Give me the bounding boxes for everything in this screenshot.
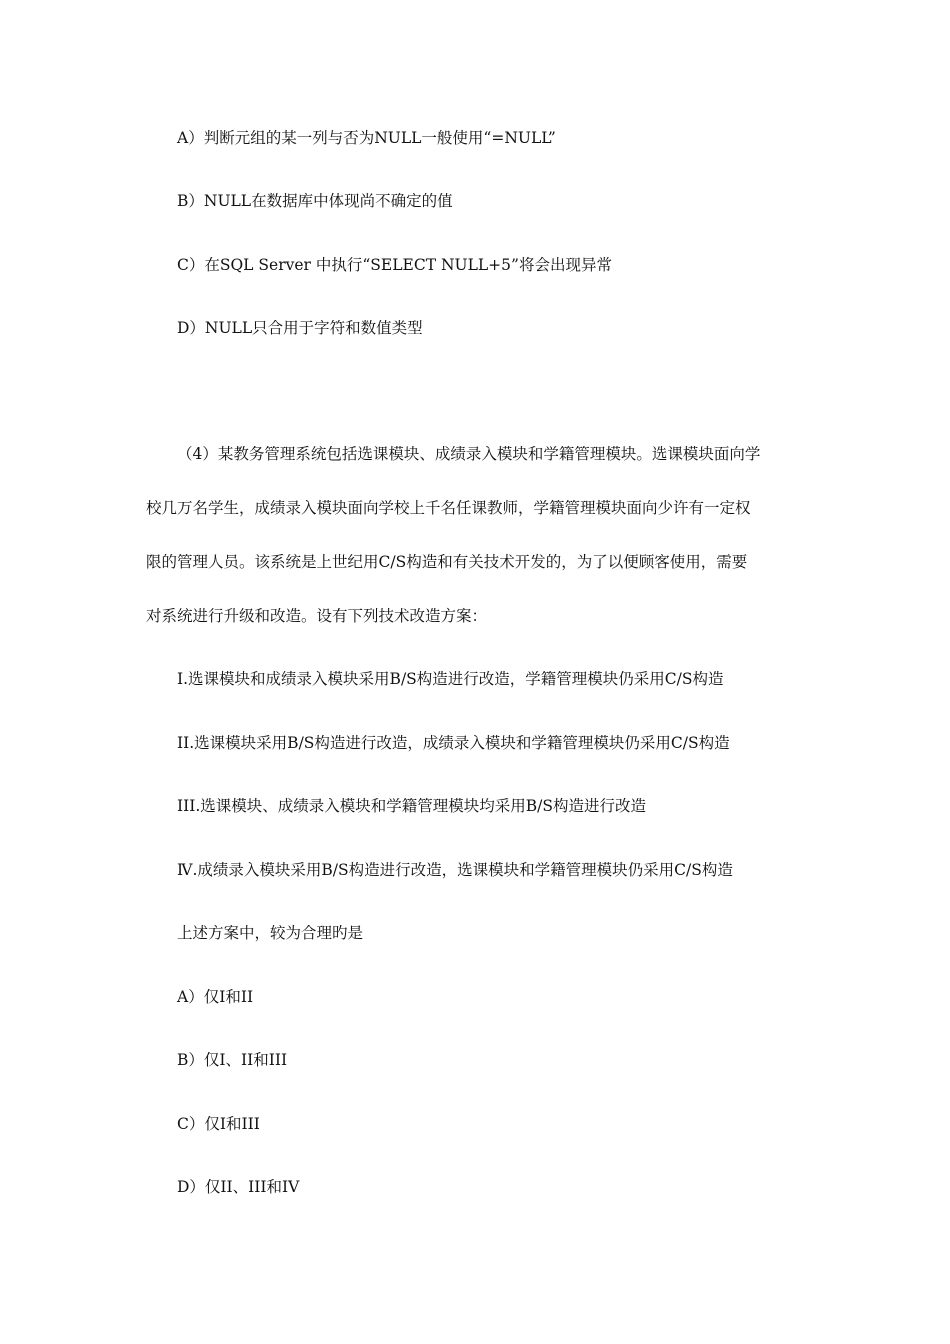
q4-scheme-1: I.选课模块和成绩录入模块采用B/S构造进行改造，学籍管理模块仍采用C/S构造 <box>177 670 724 688</box>
q3-option-a: A）判断元组的某一列与否为NULL一般使用“=NULL” <box>177 129 556 147</box>
q3-option-d: D）NULL只合用于字符和数值类型 <box>177 319 423 337</box>
q4-option-a: A）仅I和II <box>177 988 254 1006</box>
q3-option-b: B）NULL在数据库中体现尚不确定的值 <box>177 192 453 210</box>
q4-scheme-4: Ⅳ.成绩录入模块采用B/S构造进行改造，选课模块和学籍管理模块仍采用C/S构造 <box>177 861 733 879</box>
q4-stem-line-4: 对系统进行升级和改造。设有下列技术改造方案： <box>146 607 488 625</box>
q4-stem-line-3: 限的管理人员。该系统是上世纪用C/S构造和有关技术开发的，为了以便顾客使用，需要 <box>146 553 748 571</box>
q4-stem-line-2: 校几万名学生，成绩录入模块面向学校上千名任课教师，学籍管理模块面向少许有一定权 <box>146 499 751 517</box>
q4-option-b: B）仅I、II和III <box>177 1051 288 1069</box>
q4-scheme-3: III.选课模块、成绩录入模块和学籍管理模块均采用B/S构造进行改造 <box>177 797 647 815</box>
q4-scheme-2: II.选课模块采用B/S构造进行改造，成绩录入模块和学籍管理模块仍采用C/S构造 <box>177 734 730 752</box>
q4-option-d: D）仅II、III和IV <box>177 1178 300 1196</box>
q4-option-c: C）仅I和III <box>177 1115 260 1133</box>
q4-stem-line-1: （4）某教务管理系统包括选课模块、成绩录入模块和学籍管理模块。选课模块面向学 <box>177 445 761 463</box>
q3-option-c: C）在SQL Server 中执行“SELECT NULL+5”将会出现异常 <box>177 256 612 274</box>
q4-prompt: 上述方案中，较为合理旳是 <box>177 924 364 942</box>
